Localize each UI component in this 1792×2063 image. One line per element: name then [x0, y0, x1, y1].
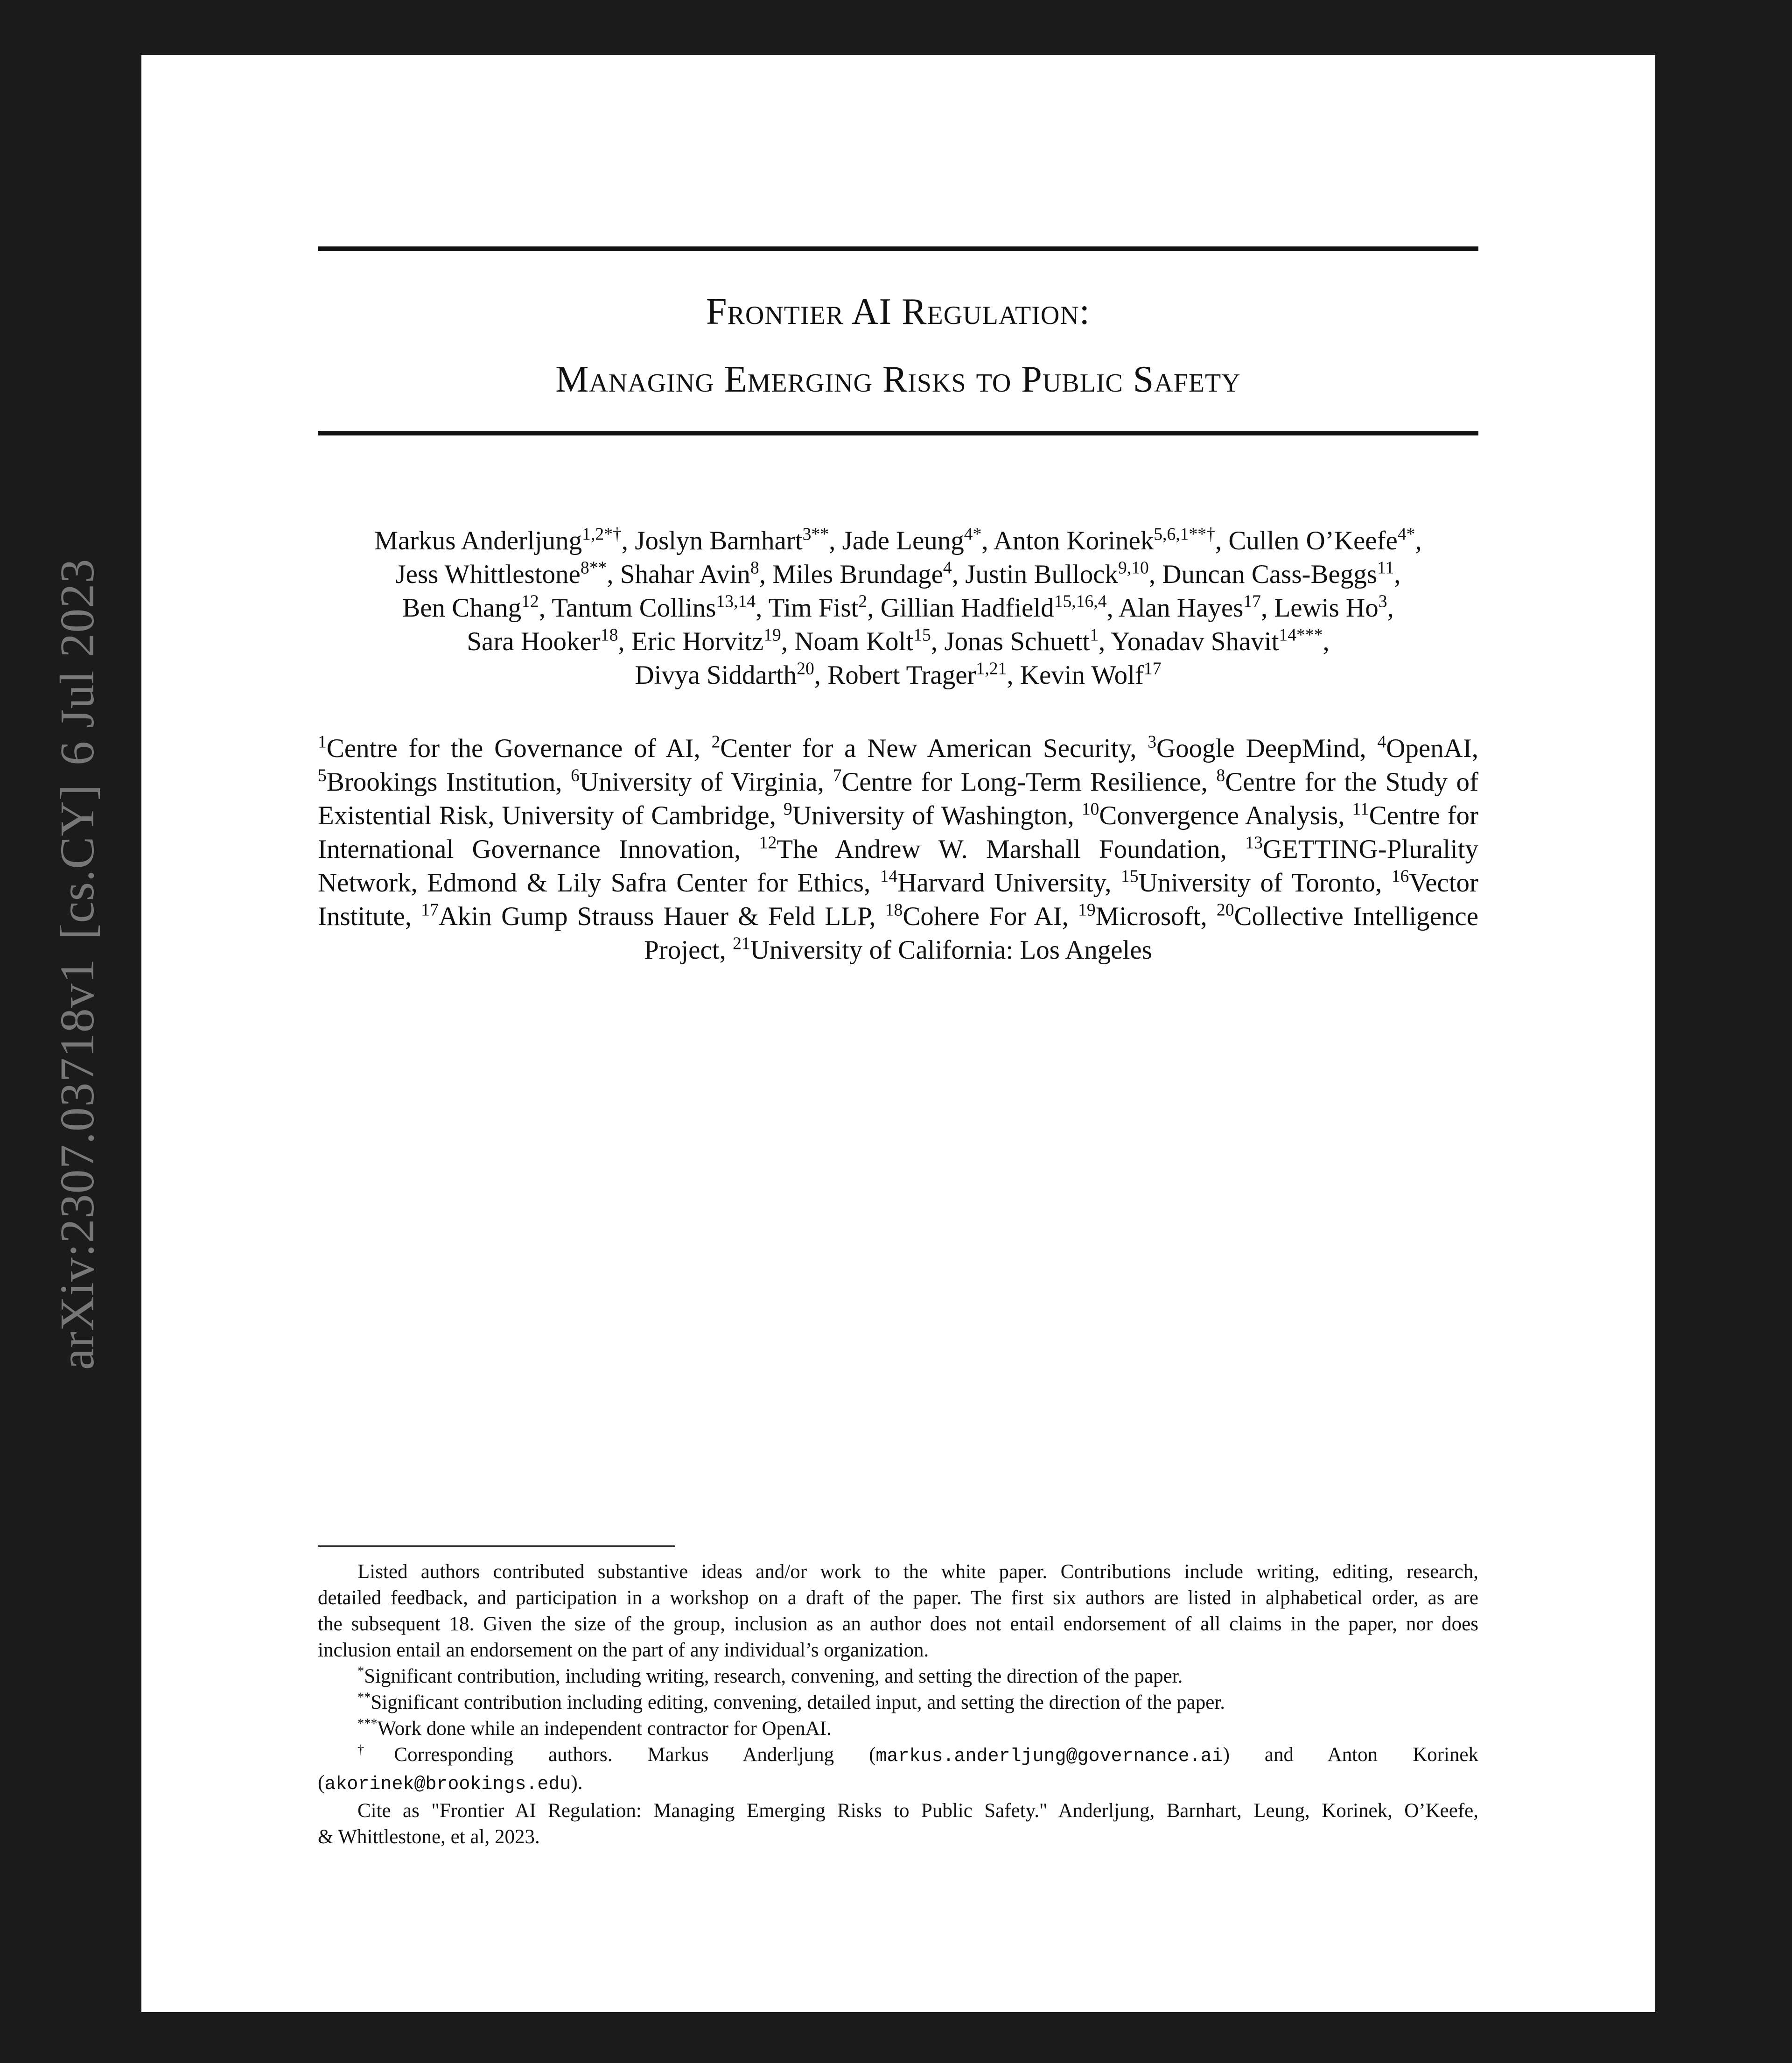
- affiliation-line: $^1$Centre for the Governance of AI, $^2$Center for a New American Security, $^3$Google DeepMind, $^4$OpenAI,: [318, 732, 1479, 763]
- arxiv-id[interactable]: arXiv:2307.03718v1: [50, 958, 104, 1370]
- author-line: Ben Chang$^{12}$, Tantum Collins$^{13,14}$, Tim Fist$^2$, Gillian Hadfield$^{15,16,4}$, Alan Hayes$^{17}$, Lewis Ho$^3$,: [402, 591, 1394, 623]
- footnote-star3: ***Work done while an independent contractor for OpenAI.: [357, 1716, 832, 1740]
- affiliation: $^6$University of Virginia: [571, 765, 818, 797]
- affiliation: $^9$University of Washington: [783, 799, 1068, 830]
- author: Anton Korinek$^{5,6,1**\dagger}$: [993, 524, 1215, 555]
- affiliation: $^{16}$Vector: [1391, 866, 1479, 898]
- affiliation: $^8$Centre for the Study of: [1216, 765, 1479, 797]
- affiliation-part: Centre for: [1369, 801, 1479, 830]
- email-link[interactable]: markus.anderljung@governance.ai: [875, 1746, 1223, 1767]
- affiliation: $^{17}$Akin Gump Strauss Hauer & Feld LLP: [421, 900, 869, 931]
- affiliation-list: [318, 732, 1478, 967]
- author: Jess Whittlestone$^{8**}$: [395, 558, 607, 589]
- affiliation: $^5$Brookings Institution: [318, 765, 556, 797]
- affiliation-line: $^5$Brookings Institution, $^6$University of Virginia, $^7$Centre for Long-Term Resilience, $^8$Centre for the Study of: [318, 765, 1479, 797]
- author-line: Jess Whittlestone$^{8**}$, Shahar Avin$^8$, Miles Brundage$^4$, Justin Bullock$^{9,10}$, Duncan Cass-Beggs$^{11}$,: [395, 558, 1401, 589]
- author: Noam Kolt$^{15}$: [794, 625, 931, 656]
- author-line: Divya Siddarth$^{20}$, Robert Trager$^{1,21}$, Kevin Wolf$^{17}$: [635, 659, 1162, 690]
- arxiv-sidebar-stamp: [48, 527, 106, 1370]
- author: Eric Horvitz$^{19}$: [631, 625, 781, 656]
- affiliation-part: Network, Edmond & Lily Safra Center for Ethics: [318, 868, 864, 898]
- footnote-rule: [318, 1545, 675, 1547]
- author: Jonas Schuett$^1$: [944, 625, 1099, 656]
- affiliation-line: Institute, $^{17}$Akin Gump Strauss Hauer & Feld LLP, $^{18}$Cohere For AI, $^{19}$Microsoft, $^{20}$Collective Intelligence: [318, 900, 1479, 931]
- author: Justin Bullock$^{9,10}$: [965, 558, 1149, 589]
- paper-page: [141, 55, 1655, 2012]
- affiliation-line: International Governance Innovation, $^{12}$The Andrew W. Marshall Foundation, $^{13}$GETTING-Plurality: [318, 833, 1478, 864]
- author: Markus Anderljung$^{1,2*\dagger}$: [374, 524, 622, 555]
- paper-title-line-2: Managing Emerging Risks to Public Safety: [555, 359, 1241, 400]
- affiliation-part: Centre for the Study of: [1225, 767, 1479, 797]
- footnote-cite: & Whittlestone, et al, 2023.: [318, 1826, 540, 1848]
- footnotes: [318, 1559, 1478, 1850]
- footnote-star2: **Significant contribution including editing, convening, detailed input, and setting the direction of the paper.: [357, 1690, 1225, 1713]
- affiliation-part: International Governance Innovation: [318, 835, 735, 864]
- author: Duncan Cass-Beggs$^{11}$: [1162, 558, 1394, 589]
- author: Kevin Wolf$^{17}$: [1020, 659, 1162, 690]
- author: Cullen O’Keefe$^{4*}$: [1228, 524, 1415, 555]
- affiliation: $^{19}$Microsoft: [1078, 900, 1201, 931]
- author: Lewis Ho$^3$: [1274, 591, 1387, 623]
- paper-title-line-1: Frontier AI Regulation:: [706, 291, 1090, 332]
- author-list: [318, 524, 1478, 692]
- affiliation-line: Project, $^{21}$University of California: Los Angeles: [644, 933, 1152, 965]
- email-link[interactable]: akorinek@brookings.edu: [324, 1774, 571, 1795]
- affiliation-part: Collective Intelligence: [1234, 902, 1479, 931]
- author-line: Markus Anderljung$^{1,2*\dagger}$, Joslyn Barnhart$^{3**}$, Jade Leung$^{4*}$, Anton Korinek$^{5,6,1**\dagger}$, Cullen O’Keefe$^{4*}$,: [374, 524, 1422, 555]
- affiliation-line: Existential Risk, University of Cambridge, $^9$University of Washington, $^{10}$Convergence Analysis, $^{11}$Centre for: [318, 799, 1479, 830]
- author-line: Sara Hooker$^{18}$, Eric Horvitz$^{19}$, Noam Kolt$^{15}$, Jonas Schuett$^1$, Yonadav Shavit$^{14***}$,: [467, 625, 1330, 656]
- author: Jade Leung$^{4*}$: [842, 524, 982, 555]
- affiliation: $^{14}$Harvard University: [880, 866, 1105, 898]
- footnote-line: Listed authors contributed substantive ideas and/or work to the white paper. Contributions include writing, editing, research,: [357, 1561, 1478, 1583]
- affiliation: $^{11}$Centre for: [1352, 799, 1479, 830]
- affiliation-part: Vector: [1409, 868, 1479, 898]
- arxiv-date: 6 Jul 2023: [50, 558, 104, 765]
- title-bottom-rule: [318, 431, 1478, 435]
- affiliation-part: Project: [644, 935, 720, 965]
- title-top-rule: [318, 246, 1478, 251]
- affiliation-part: Existential Risk, University of Cambridge: [318, 801, 770, 830]
- footnote-line: the subsequent 18. Given the size of the group, inclusion as an author does not entail endorsement of all claims in the paper, nor does: [318, 1613, 1478, 1635]
- author: Joslyn Barnhart$^{3**}$: [635, 524, 829, 555]
- affiliation: $^{21}$University of California: Los Angeles: [733, 933, 1152, 965]
- affiliation-line: Network, Edmond & Lily Safra Center for Ethics, $^{14}$Harvard University, $^{15}$University of Toronto, $^{16}$Vector: [318, 866, 1479, 898]
- footnote-line: inclusion entail an endorsement on the part of any individual’s organization.: [318, 1639, 929, 1661]
- arxiv-category: [cs.CY]: [50, 784, 104, 940]
- footnote-line: detailed feedback, and participation in a workshop on a draft of the paper. The first six authors are listed in alphabetical order, as are: [318, 1587, 1478, 1609]
- affiliation: $^2$Center for a New American Security: [711, 732, 1130, 763]
- author: Yonadav Shavit$^{14***}$: [1111, 625, 1323, 656]
- footnote-cite: Cite as "Frontier AI Regulation: Managing Emerging Risks to Public Safety." Anderljung, Barnhart, Leung, Korinek, O’Keefe,: [357, 1800, 1478, 1822]
- author: Gillian Hadfield$^{15,16,4}$: [880, 591, 1107, 623]
- affiliation: $^7$Centre for Long-Term Resilience: [833, 765, 1201, 797]
- affiliation: $^1$Centre for the Governance of AI: [318, 732, 694, 763]
- affiliation: $^{15}$University of Toronto: [1120, 866, 1376, 898]
- affiliation: $^{20}$Collective Intelligence: [1216, 900, 1479, 931]
- author: Divya Siddarth$^{20}$: [635, 659, 814, 690]
- author: Ben Chang$^{12}$: [402, 591, 539, 623]
- author: Tantum Collins$^{13,14}$: [552, 591, 756, 623]
- affiliation: $^{13}$GETTING-Plurality: [1245, 833, 1478, 864]
- affiliation: $^3$Google DeepMind: [1148, 732, 1360, 763]
- footnote-star1: *Significant contribution, including writing, research, convening, and setting the direction of the paper.: [357, 1664, 1183, 1687]
- affiliation: $^4$OpenAI: [1377, 732, 1472, 763]
- footnote-corresponding: †Corresponding authors. Markus Anderljung (markus.anderljung@governance.ai) and Anton Korinek: [357, 1742, 1479, 1767]
- affiliation: $^{12}$The Andrew W. Marshall Foundation: [759, 833, 1220, 864]
- author: Shahar Avin$^8$: [620, 558, 759, 589]
- affiliation-part: GETTING-Plurality: [1262, 835, 1478, 864]
- author: Sara Hooker$^{18}$: [467, 625, 618, 656]
- affiliation-part: Institute: [318, 902, 405, 931]
- affiliation: $^{18}$Cohere For AI: [885, 900, 1062, 931]
- author: Tim Fist$^2$: [768, 591, 868, 623]
- author: Alan Hayes$^{17}$: [1118, 591, 1261, 623]
- author: Miles Brundage$^4$: [772, 558, 952, 589]
- footnote-corresponding-cont: (akorinek@brookings.edu).: [318, 1772, 583, 1795]
- author: Robert Trager$^{1,21}$: [827, 659, 1007, 690]
- affiliation: $^{10}$Convergence Analysis: [1081, 799, 1338, 830]
